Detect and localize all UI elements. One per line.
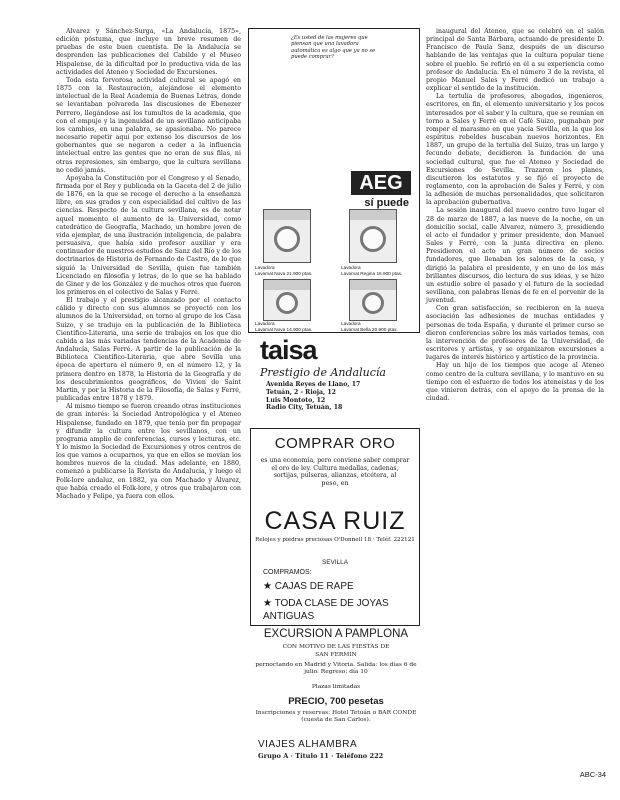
right-paragraph: Hay un hijo de los tiempos que acoge al Ateneo como centro de la cultura sevillana, y lo mantuvo en su tiempo con el esfuerzo de todos los ateneístas y de los que vinieron detrás, con el apoyo de la prensa de la ciudad.: [426, 362, 604, 403]
washing-machine-image: [263, 279, 311, 321]
washing-machine-image: [263, 209, 311, 263]
viajes-alhambra: VIAJES ALHAMBRA: [258, 739, 358, 750]
taisa-logo: taisa: [260, 335, 317, 365]
pamplona-line: SAN FERMIN: [315, 652, 357, 658]
taisa-advertisement: [248, 333, 420, 425]
agency-group: Grupo A · Título 11 · Teléfono 222: [258, 752, 384, 760]
aeg-model-label: Lavadora Lavamat Nova 14.900 ptas.: [255, 321, 313, 332]
right-paragraph: inaugural del Ateneo, que se celebró en el salón principal de Santa Bárbara, actuando de presidente D. Francisco de Paula Sanz, después de un discurso hablando de las ventajas que la cultura popular tiene sobre el pueblo. Se refirió en él a su experiencia como profesor de Andalucía. En el número 3 de la revista, el propio Manuel Sales y Ferré dedicó un trabajo a explicar el sentido de la institución.: [426, 28, 604, 93]
right-paragraph: La sesión inaugural del nuevo centro tuvo lugar el 28 de marzo de 1887, a las nueve de la noche, en un domicilio social, calle Alvarez, número 3, presidiendo el acto el fundador y primer presidente, don Manuel Sales y Ferré, con la junta directiva en pleno. Presidieron el acto un gran número de socios fundadores, que llenaban los salones de la casa, y dirigió la palabra el presidente, y en uno de los más brillantes discursos, dio lectura de sus ideas, y se hizo un estudio sobre el pasado y el futuro de la sociedad sevillana, con palabras llenas de fe en el porvenir de la juventud.: [426, 207, 604, 305]
ruiz-body: es una economía, pero conviene saber comprar el oro de ley. Cultura medallas, cadenas, sortijas, pulseras, alianzas, etcétera, al peso, en: [260, 457, 410, 487]
pamplona-line: Plazas limitadas: [311, 684, 361, 690]
aeg-model-label: Lavadora Lavamat Bella 20.900 ptas.: [341, 321, 398, 332]
aeg-logo: AEG: [351, 171, 411, 195]
pamplona-line: pernoctando en Madrid y Vitoria. Salida: los días 6 de julio. Regreso: día 10: [255, 662, 417, 675]
aeg-advertisement: [248, 28, 420, 333]
ruiz-buy-item: ★ TODA CLASE DE JOYAS ANTIGUAS: [263, 598, 389, 622]
left-paragraph: Apoyaba la Constitución por el Congreso y el Senado, firmada por el Rey y publicada en la Gaceta del 2 de julio de 1876, en la que se recoge el derecho a la enseñanza libre, en sus grados y con especialidad del cultivo de las ciencias. Respecto de la cultura sevillana, es de notar aquel momento el aumento de la Universidad, como catedrático de Geografía, Machado, un hombre joven de vida ejemplar, de una ilustración inteligencia, de palabra persuasiva, que había sido profesor auxiliar y era continuador de nuestros estudios de Sanz del Río y de los doctrinarios de Historia de Fernando de Castro, de lo que siguió la Universidad de Sevilla, quien fue también Licenciado en filosofía y letras, de lo que se ha hablado de Giner y de los González y de muchos otros que fueron los primeros en el colectivo de Salas y Ferré.: [56, 174, 241, 296]
ruiz-city: SEVILLA: [322, 559, 348, 566]
page-number: ABC-34: [579, 770, 606, 779]
right-paragraph: Con gran satisfacción, se recibieron en la nueva asociación las adhesiones de muchas entidades y personas de toda España, y durante el primer curso se dieron conferencias sobre los más variados temas, con la intervención de profesores de la Universidad, de escritores y artistas, y se organizaron excursiones a lugares de interés histórico y artístico de la provincia.: [426, 305, 604, 362]
pamplona-title: EXCURSION A PAMPLONA: [263, 628, 409, 640]
washing-machine-image: [349, 209, 397, 263]
aeg-model-label: Lavadora Lavamat Regina 16.900 ptas.: [341, 265, 403, 276]
pamplona-line: CON MOTIVO DE LAS FIESTAS DE: [282, 644, 390, 650]
ruiz-buy-item: ★ CAJAS DE RAPE: [263, 581, 354, 592]
taisa-addresses: Avenida Reyes de Llano, 17 Tetuán, 2 - Rioja, 12 Luis Montoto, 12 Radio City, Tetuán, 18: [266, 381, 361, 412]
right-paragraph: La tertulia de profesores, abogados, ingenieros, escritores, en fin, el elemento universitario y los pocos interesados por el saber y la cultura, que se reunían en torno a Sales y Ferré en el Café Suizo, pugnaban por romper el marasmo en que yacía Sevilla, en la que los espíritus rebeldes buscaban nuevos horizontes. En 1887, un grupo de la tertulia del Suizo, tras un largo y fecundo debate, decidieron la fundación de una sociedad cultural, que fue el Ateneo y Sociedad de Excursiones de Sevilla. Trazaron los planes, discutieron los estatutos y se fijó el proyecto de reglamento, con la aprobación de Sales y Ferré, y con la adhesión de muchas personalidades, que solicitaron la aprobación gubernativa.: [426, 93, 604, 207]
left-paragraph: El trabajo y el prestigio alcanzado por el contacto cálido y directo con sus alumnos se proyectó con los alumnos de la Universidad, en torno al grupo de los Casa Suizo, y se tradujo en la publicación de la Biblioteca Científico-Literaria, una serie de trabajos en los que dio cabida a las más variadas tendencias de la Academia de Andalucía, Salas Ferré. A partir de la publicación de la Biblioteca Científico-Literaria, que abre Sevilla una época de apertura el número 9, en el número 12, y la primera dentro en 1878, la Historia de la Geografía y de los descubrimientos geográficos, de Vivien de Saint Martin, y por la Historia de la Filosofía, de Salas y Ferré, publicadas entre 1878 y 1879.: [56, 297, 241, 403]
left-paragraph: Al mismo tiempo se fueron creando otras instituciones de gran interés: la Sociedad Antropológica y el Ateneo Hispalense, fundado en 1879, que tenía por fin propagar y difundir la cultura entre los sevillanos, con un programa amplio de conferencias, cursos y lecturas, etc. Y lo mismo la Sociedad de Excursiones y otros centros de los que vamos a ocuparnos, ya que en ellos se movían los hombres nuevos de la ciudad. Mas adelante, en 1880, comenzó a publicarse la Revista de Andalucía, y luego el Folk-lore andaluz, en 1882, ya con Machado y Álvarez, que había creado el Folk-lore, y otros que trabajaron con Machado y Felipe, ya fuera con ellos.: [56, 403, 241, 500]
ruiz-address: Relojes y piedras preciosas O'Donnell 18 · Teléf. 222121: [255, 537, 415, 543]
ruiz-headline: COMPRAR ORO: [274, 435, 396, 452]
left-paragraph: Toda esta fervorosa actividad cultural se apagó en 1875 con la Restauración, alejándose el elemento intelectual de la Real Academia de Buenas Letras, donde se levantaban polvareda las discusiones de Ebenezer Perrero, llegándose así los tumultos de la academia, que con el empuje y la ingenuidad de un sevillano anticipaba los cambios, en una palabra, se apasionaba. No parece necesario repetir aquí por extenso los discursos de los gobernantes que se negaron a ceder a la influencia intelectual entre las gentes que no eran de sus filas, ni otras represiones, sin embargo, que la cultura sevillana no cedió jamás.: [56, 76, 241, 174]
ruiz-name: CASA RUIZ: [264, 507, 406, 535]
pamplona-advertisement: [248, 628, 424, 768]
ruiz-buy-label: COMPRAMOS:: [263, 569, 312, 576]
washing-machine-image: [349, 279, 397, 321]
taisa-subtitle: Prestigio de Andalucía: [260, 366, 386, 379]
left-text-column: [56, 28, 241, 501]
aeg-model-label: Lavadora Lavamat Nova 21.900 ptas.: [255, 265, 313, 276]
casa-ruiz-advertisement: [250, 428, 420, 626]
pamplona-price-note: Inscripciones y reservas: Hotel Tetuán o BAR CONDE (cuesta de San Carlos).: [255, 710, 417, 723]
left-paragraph: Alvarez y Sánchez-Surga, «La Andalucía, 1875», edición póstuma, que incluye un breve resumen de pruebas de este buen cuentista. De la Andalucía se desprenden las publicaciones del Cabildo y el Museo Hispalense, de la dificultad por lo productiva vida de las actividades del Ateneo y Sociedad de Excursiones.: [56, 28, 241, 76]
right-text-column: [426, 28, 604, 403]
pamplona-price: PRECIO, 700 pesetas: [288, 696, 384, 707]
aeg-question: ¿Es usted de las mujeres que piensan que una lavadora automática es algo que ya no se puede comprar?: [291, 35, 376, 60]
aeg-slogan: sí puede: [364, 197, 409, 209]
